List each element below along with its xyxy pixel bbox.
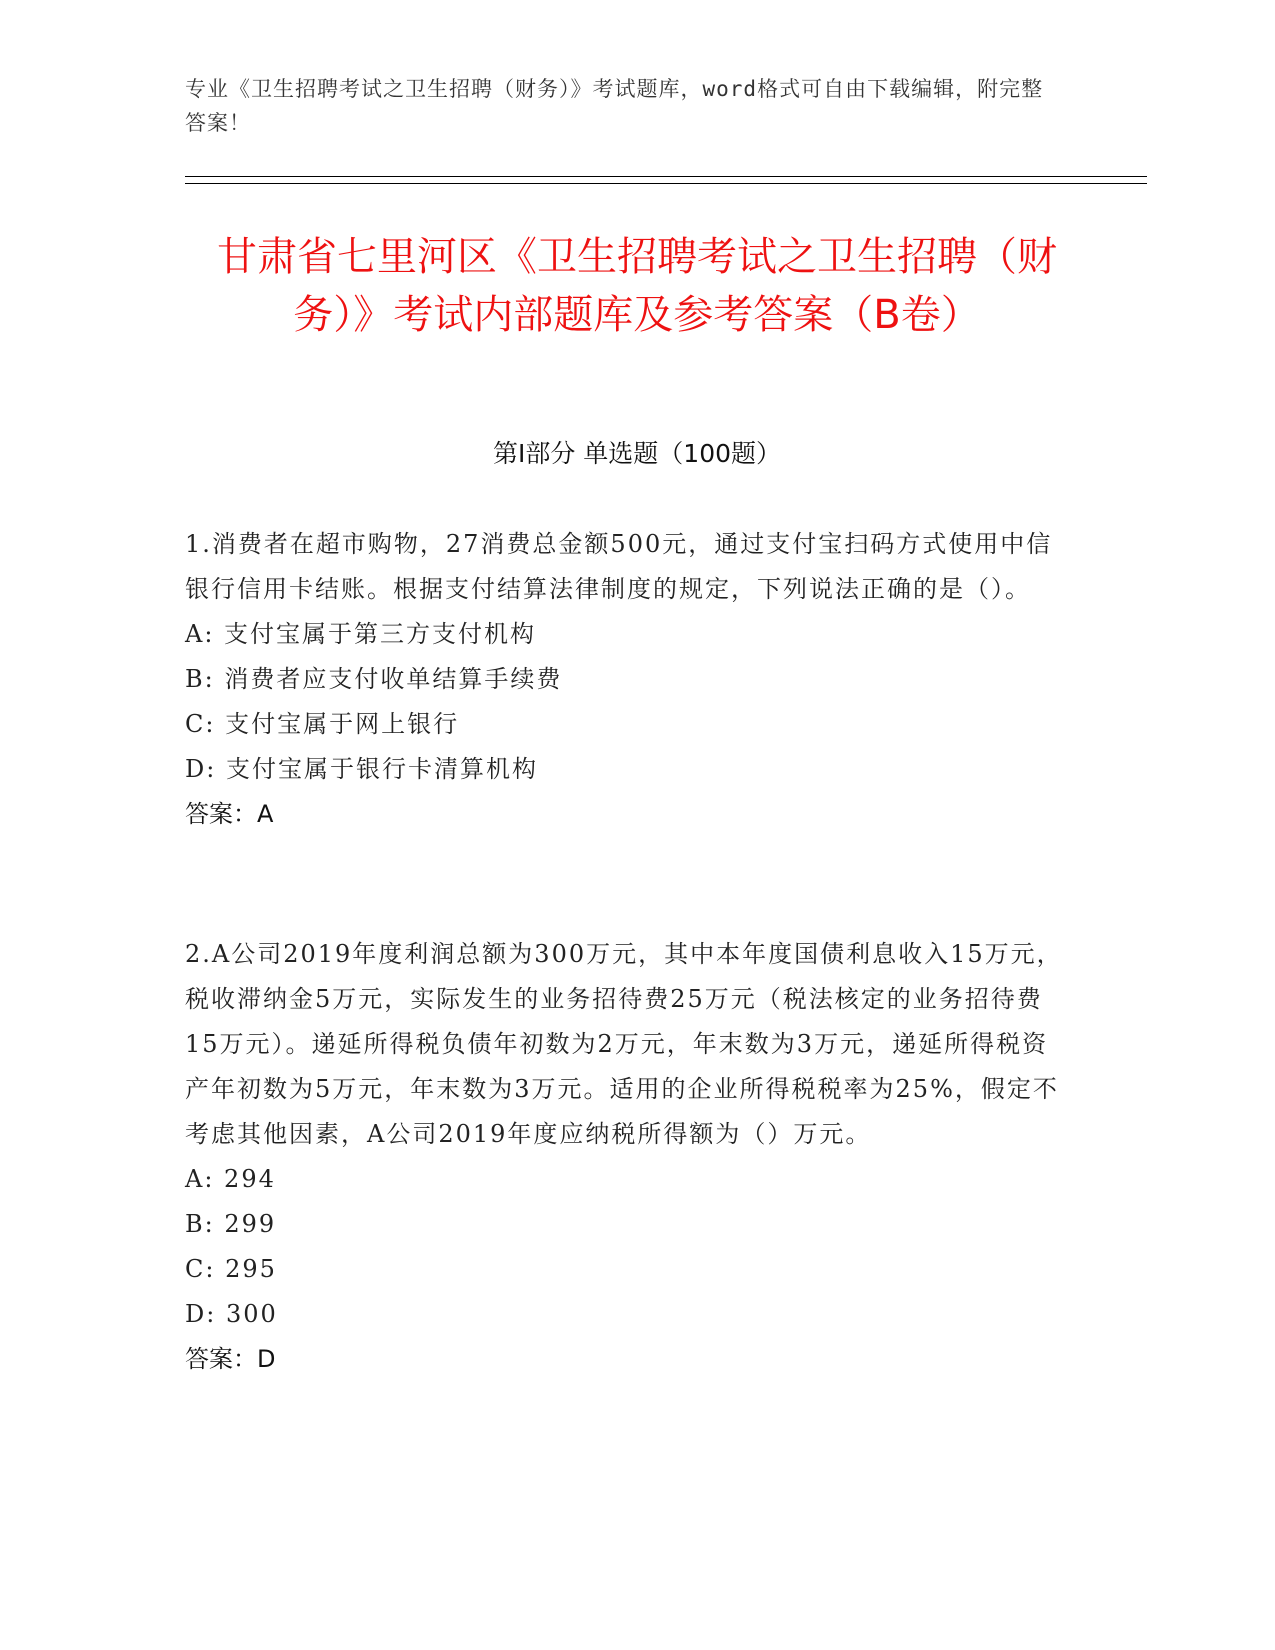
question-stem: 1.消费者在超市购物，27消费总金额500元，通过支付宝扫码方式使用中信银行信用卡结账。根据支付结算法律制度的规定，下列说法正确的是（）。 bbox=[185, 530, 1053, 603]
option-a: A: 294 bbox=[185, 1165, 276, 1193]
answer: 答案：D bbox=[185, 1345, 276, 1373]
option-c: C: 295 bbox=[185, 1255, 277, 1283]
option-b: B: 消费者应支付收单结算手续费 bbox=[185, 665, 563, 693]
option-b: B: 299 bbox=[185, 1210, 277, 1238]
document-title: 甘肃省七里河区《卫生招聘考试之卫生招聘（财务）》考试内部题库及参考答案（B卷） bbox=[217, 234, 1057, 338]
question-2 bbox=[185, 932, 1070, 1382]
section-title: 第I部分 单选题（100题） bbox=[492, 439, 782, 468]
answer: 答案：A bbox=[185, 800, 274, 828]
option-c: C: 支付宝属于网上银行 bbox=[185, 710, 460, 738]
option-d: D: 支付宝属于银行卡清算机构 bbox=[185, 755, 538, 783]
header-note: 专业《卫生招聘考试之卫生招聘（财务）》考试题库，word格式可自由下载编辑，附完整答案！ bbox=[185, 77, 1044, 135]
question-1 bbox=[185, 522, 1070, 837]
header-divider-top bbox=[185, 176, 1147, 177]
option-a: A: 支付宝属于第三方支付机构 bbox=[185, 620, 537, 648]
question-stem: 2.A公司2019年度利润总额为300万元，其中本年度国债利息收入15万元，税收滞纳金5万元，实际发生的业务招待费25万元（税法核定的业务招待费15万元）。递延所得税负债年初数为2万元，年末数为3万元，递延所得税资产年初数为5万元，年末数为3万元。适用的企业所得税税率为25%，假定不考虑其他因素，A公司2019年度应纳税所得额为（）万元。 bbox=[185, 940, 1063, 1148]
option-d: D: 300 bbox=[185, 1300, 278, 1328]
header-divider-bottom bbox=[185, 183, 1147, 184]
